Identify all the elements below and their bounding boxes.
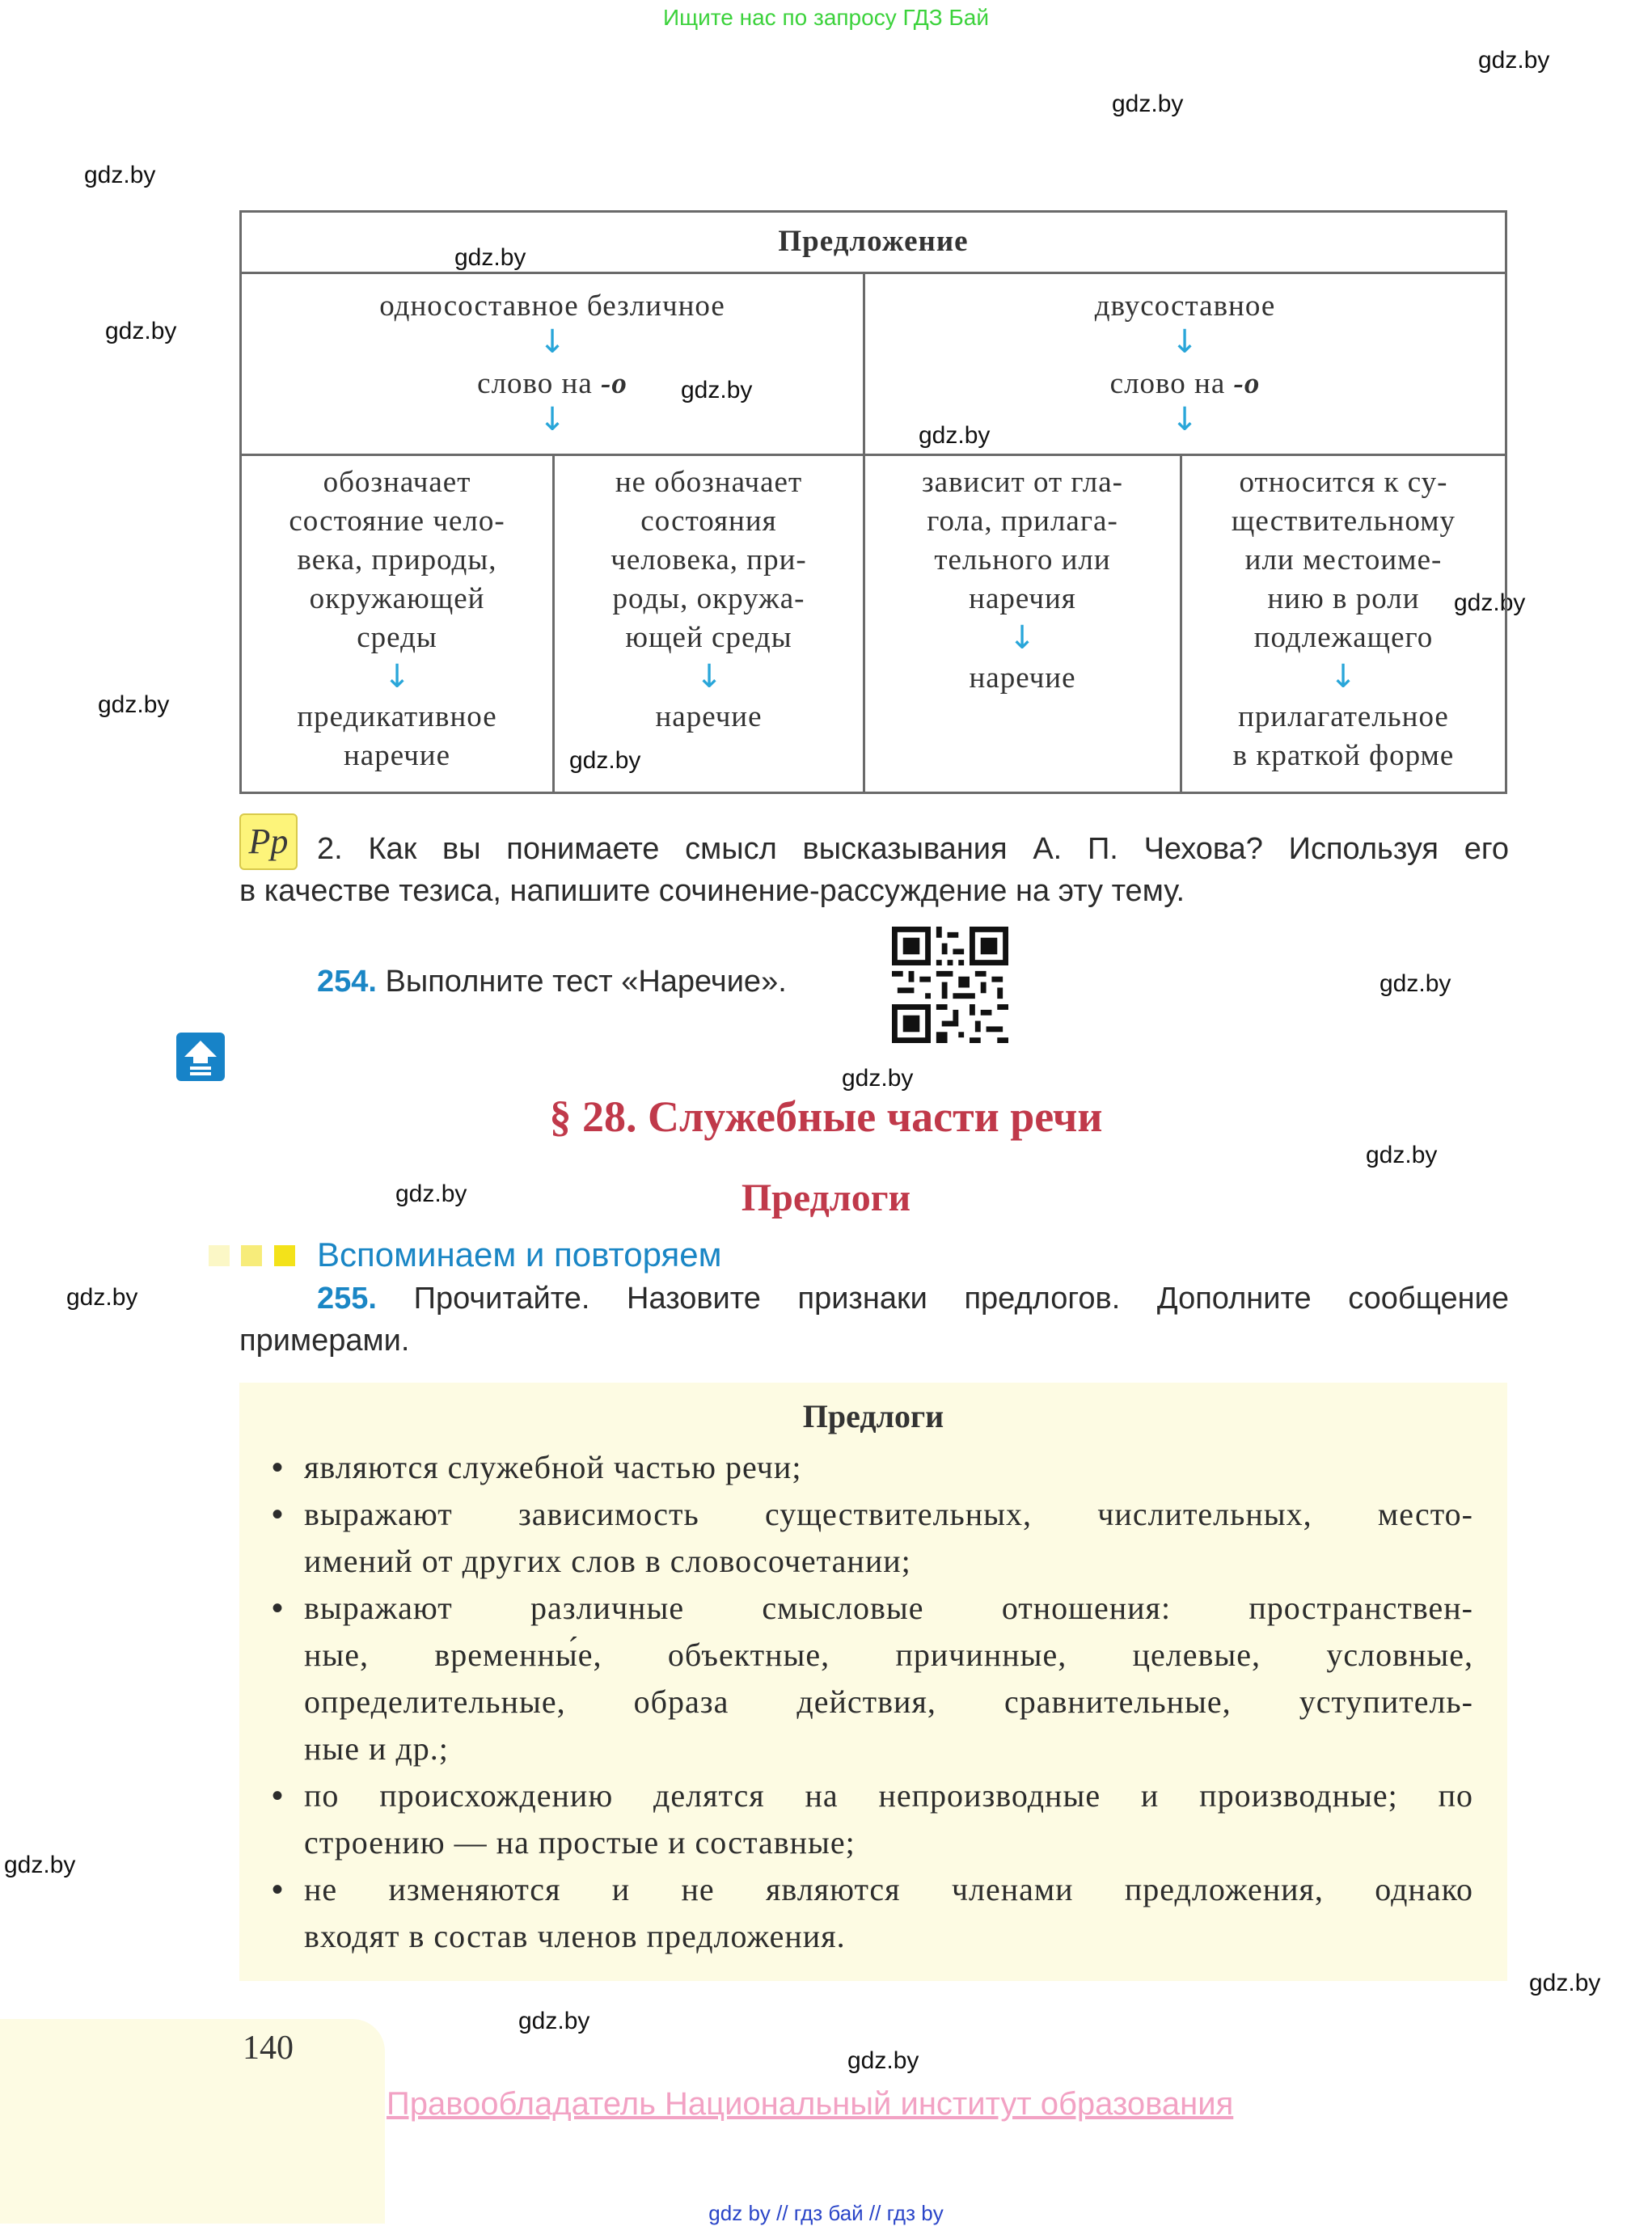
exercise-255-line1: 255. Прочитайте. Назовите признаки предлогов. Дополните сообщение [317, 1282, 1510, 1316]
watermark: gdz.by [1529, 1970, 1601, 1996]
left-header: односоставное безличное [379, 289, 725, 323]
exercise-number: 254. [317, 965, 377, 999]
cell-1-description: обозначает состояние чело- века, природы, окружающей среды [289, 466, 505, 654]
table-divider [242, 272, 1505, 274]
bullet-icon: • [272, 1778, 284, 1814]
cell-4-description: относится к су- ществительному или местоиме- нию в роли подлежащего [1231, 466, 1456, 654]
watermark: gdz.by [454, 244, 526, 271]
rhetoric-pp-icon: Pp [239, 813, 298, 870]
footer-links[interactable]: gdz by // гдз бай // гдз by [708, 2201, 944, 2225]
page-number-box [0, 2019, 385, 2224]
up-arrow-icon[interactable] [176, 1033, 225, 1081]
table-divider [242, 454, 1505, 456]
infobox-line: являются служебной частью речи; [304, 1449, 802, 1485]
cell-2-description: не обозначает состояния человека, при- роды, окружа- ющей среды [611, 466, 807, 654]
cell-3-description: зависит от гла- гола, прилага- тельного или наречия [922, 466, 1123, 615]
bullet-icon: • [272, 1872, 284, 1907]
watermark: gdz.by [842, 1065, 914, 1092]
infobox-line: ные, временны́е, объектные, причинные, целевые, условные, [304, 1637, 1473, 1673]
qr-code[interactable] [892, 927, 1008, 1043]
bullet-icon: • [272, 1450, 284, 1485]
infobox-line: имений от других слов в словосочетании; [304, 1543, 911, 1579]
infobox-line: строению — на простые и составные; [304, 1824, 856, 1861]
infobox-line: определительные, образа действия, сравнительные, уступитель- [304, 1683, 1473, 1720]
watermark: gdz.by [84, 162, 156, 188]
exercise-255-line2: примерами. [239, 1324, 410, 1358]
task2-line1: 2. Как вы понимаете смысл высказывания А. П. Чехова? Используя его [317, 832, 1509, 866]
down-arrow-icon: ↓ [539, 401, 566, 438]
watermark: gdz.by [1379, 970, 1451, 997]
down-arrow-icon: ↓ [539, 323, 566, 361]
scheme-title: Предложение [778, 225, 969, 258]
prepositions-info-box [239, 1383, 1507, 1981]
recall-heading: Вспоминаем и повторяем [317, 1235, 722, 1274]
watermark: gdz.by [1454, 589, 1526, 616]
watermark: gdz.by [569, 747, 641, 774]
page-number: 140 [243, 2030, 294, 2067]
task2-line2: в качестве тезиса, напишите сочинение-рассуждение на эту тему. [239, 874, 1185, 908]
cell-1-result: предикативное наречие [297, 700, 497, 772]
watermark: gdz.by [847, 2047, 919, 2074]
infobox-line: выражают различные смысловые отношения: пространствен- [304, 1590, 1473, 1626]
cell-3-result: наречие [969, 661, 1076, 695]
down-arrow-icon: ↓ [1171, 323, 1198, 361]
infobox-line: не изменяются и не являются членами предложения, однако [304, 1871, 1473, 1907]
section-subtitle: Предлоги [741, 1176, 911, 1219]
down-arrow-icon: ↓ [1008, 619, 1036, 657]
watermark: gdz.by [681, 377, 753, 403]
exercise-text: Выполните тест «Наречие». [385, 965, 787, 999]
watermark: gdz.by [395, 1181, 467, 1207]
section-title: § 28. Служебные части речи [549, 1092, 1103, 1141]
watermark: gdz.by [518, 2008, 590, 2034]
infobox-line: выражают зависимость существительных, числительных, место- [304, 1496, 1473, 1532]
down-arrow-icon: ↓ [1171, 401, 1198, 438]
exercise-254 [317, 961, 787, 1003]
copyright-link[interactable]: Правообладатель Национальный институт образования [387, 2086, 1234, 2122]
watermark: gdz.by [1366, 1142, 1438, 1168]
exercise-number: 255. [317, 1282, 377, 1316]
sentence-scheme-table [239, 210, 1507, 794]
infobox-line: ные и др.; [304, 1730, 449, 1767]
top-banner[interactable]: Ищите нас по запросу ГДЗ Бай [662, 5, 990, 30]
watermark: gdz.by [1478, 47, 1550, 74]
watermark: gdz.by [1112, 91, 1184, 117]
right-header: двусоставное [1094, 289, 1276, 323]
watermark: gdz.by [4, 1852, 76, 1878]
cell-4-result: прилагательное в краткой форме [1232, 700, 1455, 772]
bullet-icon: • [272, 1590, 284, 1626]
left-slovo-na: слово на -о [477, 367, 627, 400]
down-arrow-icon: ↓ [383, 658, 411, 695]
watermark: gdz.by [919, 422, 991, 449]
infobox-title: Предлоги [802, 1398, 944, 1434]
bullet-icon: • [272, 1497, 284, 1532]
watermark: gdz.by [105, 318, 177, 344]
down-arrow-icon: ↓ [1329, 658, 1357, 695]
down-arrow-icon: ↓ [695, 658, 723, 695]
infobox-line: входят в состав членов предложения. [304, 1918, 846, 1954]
watermark: gdz.by [98, 691, 170, 718]
right-slovo-na: слово на -о [1109, 367, 1261, 400]
infobox-line: по происхождению делятся на непроизводные и производные; по [304, 1777, 1473, 1814]
cell-2-result: наречие [655, 700, 763, 733]
watermark: gdz.by [66, 1284, 138, 1311]
recall-squares-icon [209, 1245, 295, 1270]
